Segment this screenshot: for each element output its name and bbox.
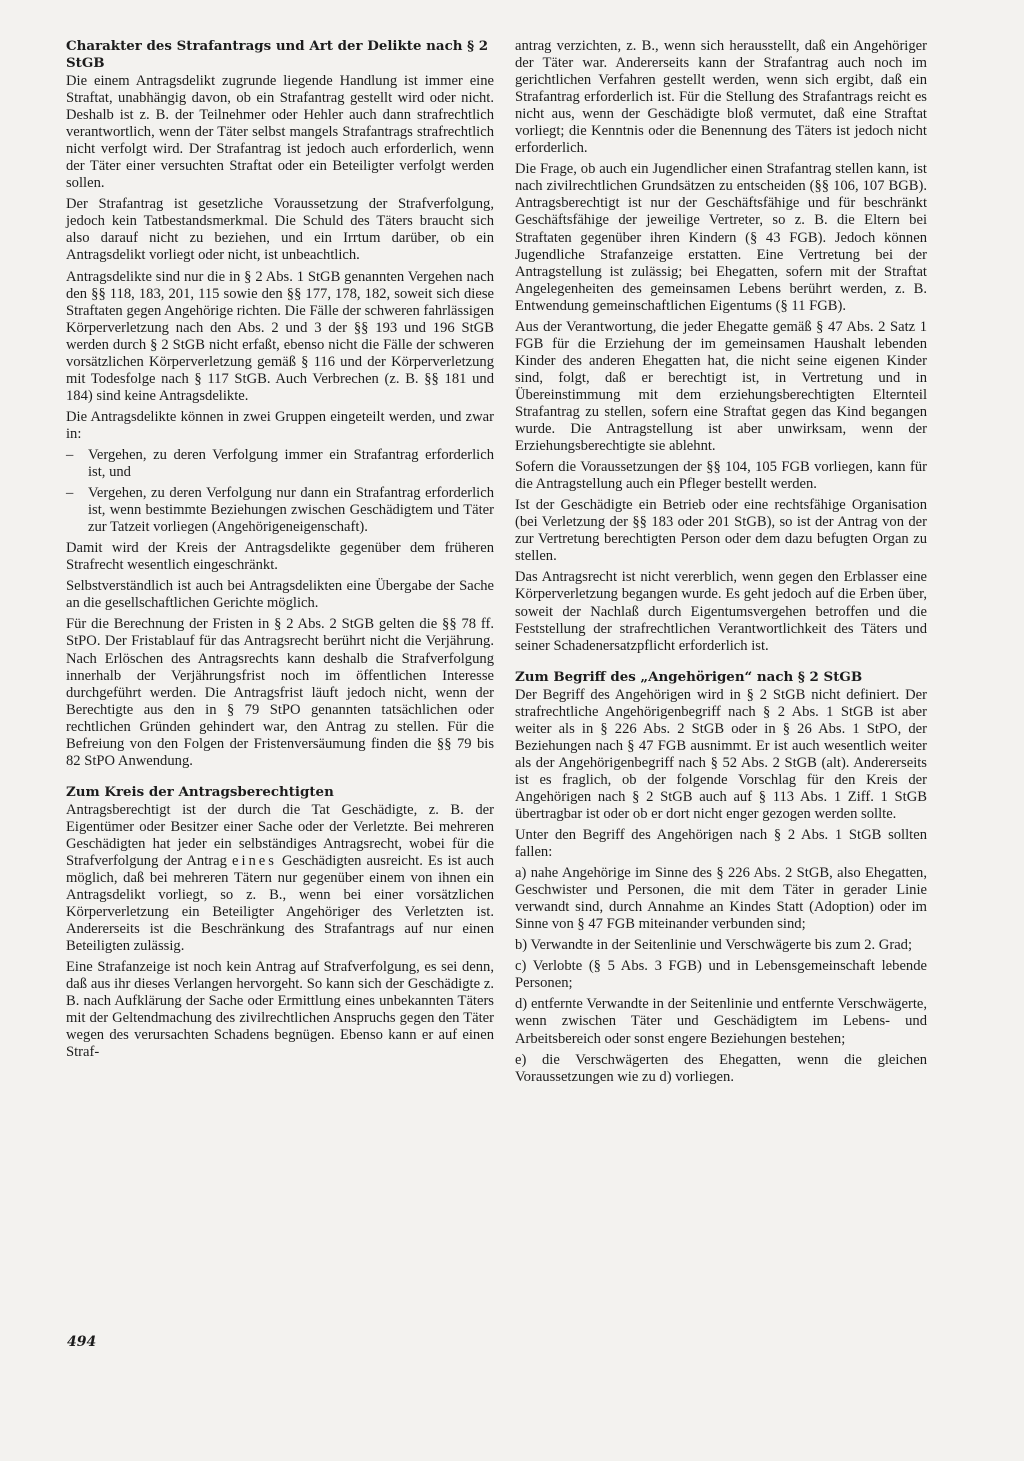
paragraph: Damit wird der Kreis der Antragsdelikte gegenüber dem früheren Strafrecht wesentlich eingeschränkt.	[66, 540, 494, 574]
emphasized-word: eines	[231, 852, 277, 869]
paragraph: Der Begriff des Angehörigen wird in § 2 StGB nicht definiert. Der strafrechtliche Angehörigenbegriff nach § 2 Abs. 1 StGB ist aber weiter als in § 226 Abs. 2 StGB oder in § 26 Abs. 1 StPO, der Beziehungen nach § 47 FGB ausnimmt. Er ist auch wesentlich weiter als der Angehörigenbegriff nach § 52 Abs. 2 StGB (alt). Andererseits ist es fraglich, ob der folgende Vorschlag für den Kreis der Angehörigen nach § 2 StGB auch auf § 113 Abs. 1 Ziff. 1 StGB übertragbar ist oder ob er dort nicht enger gezogen werden sollte.	[515, 686, 927, 822]
paragraph: Für die Berechnung der Fristen in § 2 Abs. 2 StGB gelten die §§ 78 ff. StPO. Der Fristablauf für das Antragsrecht berührt nicht die Verjährung. Nach Erlöschen des Antragsrechts kann deshalb die Strafverfolgung innerhalb der Verjährungsfrist noch im öffentlichen Interesse durchgeführt werden. Die Antragsfrist läuft jedoch nicht, wenn der Berechtigte aus den in § 79 StPO genannten tatsächlichen oder rechtlichen Gründen gehindert war, den Antrag zu stellen. Für die Befreiung von den Folgen der Fristenversäumung finden die §§ 79 bis 82 StPO Anwendung.	[66, 616, 494, 769]
section-heading-angehoerige: Zum Begriff des „Angehörigen“ nach § 2 StGB	[515, 668, 863, 685]
paragraph: Eine Strafanzeige ist noch kein Antrag auf Strafverfolgung, es sei denn, daß aus ihr dieses Verlangen hervorgeht. So kann sich der Geschädigte z. B. nach Aufklärung der Sache oder Ermittlung eines unbekannten Täters mit der Geltendmachung des zivilrechtlichen Anspruchs gegen den Täter wegen des verursachten Schadens begnügen. Ebenso kann er auf einen Straf-	[66, 959, 494, 1061]
paragraph: Unter den Begriff des Angehörigen nach § 2 Abs. 1 StGB sollten fallen:	[515, 827, 927, 861]
list-item: – Vergehen, zu deren Verfolgung nur dann ein Strafantrag erforderlich ist, wenn bestimmte Beziehungen zwischen Geschädigtem und Täter zur Tatzeit vorliegen (Angehörigeneigenschaft).	[66, 485, 494, 536]
paragraph: Sofern die Voraussetzungen der §§ 104, 105 FGB vorliegen, kann für die Antragstellung auch ein Pfleger bestellt werden.	[515, 459, 927, 493]
page-number: 494	[67, 1334, 97, 1350]
paragraph: Antragsdelikte sind nur die in § 2 Abs. 1 StGB genannten Vergehen nach den §§ 118, 183, 201, 115 sowie den §§ 177, 178, 182, soweit sich diese Straftaten gegen Angehörige richten. Die Fälle der schweren fahrlässigen Körperverletzung nach den Abs. 2 und 3 der §§ 193 und 196 StGB werden durch § 2 StGB nicht erfaßt, ebenso nicht die Fälle der schweren vorsätzlichen Körperverletzung gemäß § 116 und der Körperverletzung mit Todesfolge nach § 117 StGB. Auch Verbrechen (z. B. §§ 181 und 184) sind keine Antragsdelikte.	[66, 268, 494, 404]
enumerated-item-e: e) die Verschwägerten des Ehegatten, wenn die gleichen Voraussetzungen wie zu d) vorliegen.	[515, 1051, 927, 1085]
enumerated-item-c: c) Verlobte (§ 5 Abs. 3 FGB) und in Lebensgemeinschaft lebende Personen;	[515, 958, 927, 992]
dash-list	[66, 447, 494, 536]
paragraph: Aus der Verantwortung, die jeder Ehegatte gemäß § 47 Abs. 2 Satz 1 FGB für die Erziehung der im gemeinsamen Haushalt lebenden Kinder des anderen Ehegatten hat, die nicht seine eigenen Kinder sind, folgt, daß er berechtigt ist, in Vertretung und in Übereinstimmung mit dem erziehungsberechtigten Elternteil Strafantrag zu stellen, sofern eine Straftat gegen das Kind begangen wurde. Die Antragstellung ist aber unwirksam, wenn der Erziehungsberechtigte sie ablehnt.	[515, 318, 927, 455]
paragraph: Selbstverständlich ist auch bei Antragsdelikten eine Übergabe der Sache an die gesellschaftlichen Gerichte möglich.	[66, 578, 494, 612]
paragraph: Ist der Geschädigte ein Betrieb oder eine rechtsfähige Organisation (bei Verletzung der §§ 183 oder 201 StGB), so ist der Antrag von der zur Vertretung berechtigten Person oder dem dazu befugten Organ zu stellen.	[515, 497, 927, 565]
left-column	[66, 38, 494, 1066]
paragraph: antrag verzichten, z. B., wenn sich herausstellt, daß ein Angehöriger der Täter war. Andererseits kann der Strafantrag auch noch im gerichtlichen Verfahren gestellt werden, wenn sich ergibt, daß ein Strafantrag erforderlich ist. Für die Stellung des Strafantrags reicht es nicht aus, wenn der Geschädigte bloß vermutet, daß eine Straftat vorliegt; die Kenntnis oder die Benennung des Täters ist jedoch nicht erforderlich.	[515, 38, 927, 157]
enumerated-item-b: b) Verwandte in der Seitenlinie und Verschwägerte bis zum 2. Grad;	[515, 937, 913, 954]
paragraph: Antragsberechtigt ist der durch die Tat Geschädigte, z. B. der Eigentümer oder Besitzer einer Sache oder der Verletzte. Bei mehreren Geschädigten hat jeder ein selbständiges Antragsrecht, wobei für die Strafverfolgung der Antrag eines Geschädigten ausreicht. Es ist auch möglich, daß bei mehreren Tätern nur gegenüber einem von ihnen ein Antragsdelikt vorliegt, so z. B., wenn bei einer vorsätzlichen Körperverletzung ein Beteiligter Angehöriger des Verletzten ist. Andererseits ist die Beschränkung des Strafantrags auf nur einen Beteiligten zulässig.	[66, 801, 494, 955]
paragraph: Die einem Antragsdelikt zugrunde liegende Handlung ist immer eine Straftat, unabhängig davon, ob ein Strafantrag gestellt wird oder nicht. Deshalb ist z. B. der Teilnehmer oder Hehler auch dann strafrechtlich verantwortlich, wenn der Täter selbst mangels Strafantrags strafrechtlich nicht verfolgt wird. Der Strafantrag ist jedoch auch erforderlich, wenn der Täter einer versuchten Straftat oder ein Beteiligter verfolgt werden sollen.	[66, 73, 494, 192]
section-heading-antragsberechtigte: Zum Kreis der Antragsberechtigten	[66, 783, 334, 800]
enumerated-item-d: d) entfernte Verwandte in der Seitenlinie und entfernte Verschwägerte, wenn zwischen Täter und Geschädigtem im Lebens- und Arbeitsbereich oder sonst engere Beziehungen bestehen;	[515, 996, 927, 1047]
list-item: – Vergehen, zu deren Verfolgung immer ein Strafantrag erforderlich ist, und	[66, 447, 494, 481]
enumerated-item-a: a) nahe Angehörige im Sinne des § 226 Abs. 2 StGB, also Ehegatten, Geschwister und Personen, die mit dem Täter in gerader Linie verwandt sind, durch Annahme an Kindes Statt (Adoption) oder im Sinne von § 47 FGB miteinander verbunden sind;	[515, 865, 927, 933]
paragraph: Die Frage, ob auch ein Jugendlicher einen Strafantrag stellen kann, ist nach zivilrechtlichen Grundsätzen zu entscheiden (§§ 106, 107 BGB). Antragsberechtigt ist nur der Geschäftsfähige und für beschränkt Geschäftsfähige der jeweilige Vertreter, so z. B. die Eltern bei Straftaten gegenüber ihren Kindern (§ 43 FGB). Jedoch können Jugendliche Strafanzeige erstatten. Eine Vertretung bei der Antragstellung ist zulässig; bei Ehegatten, sofern mit der Straftat Angelegenheiten des gemeinsamen Lebens berührt werden, z. B. Entwendung gemeinschaftlichen Eigentums (§ 11 FGB).	[515, 161, 927, 314]
paragraph: Der Strafantrag ist gesetzliche Voraussetzung der Strafverfolgung, jedoch kein Tatbestandsmerkmal. Die Schuld des Täters braucht sich also darauf nicht zu beziehen, und ein Irrtum darüber, ob ein Antragsdelikt vorliegt oder nicht, ist unbeachtlich.	[66, 196, 494, 264]
paragraph: Die Antragsdelikte können in zwei Gruppen eingeteilt werden, und zwar in:	[66, 408, 494, 442]
section-heading-strafantrag: Charakter des Strafantrags und Art der Delikte nach § 2 StGB	[66, 38, 489, 71]
paragraph: Das Antragsrecht ist nicht vererblich, wenn gegen den Erblasser eine Körperverletzung begangen wurde. Es geht jedoch auf die Erben über, soweit der Nachlaß durch Eigentumsvergehen betroffen und die Feststellung der strafrechtlichen Verantwortlichkeit des Täters und seiner Schadenersatzpflicht erforderlich ist.	[515, 569, 927, 654]
right-column	[515, 38, 927, 1090]
